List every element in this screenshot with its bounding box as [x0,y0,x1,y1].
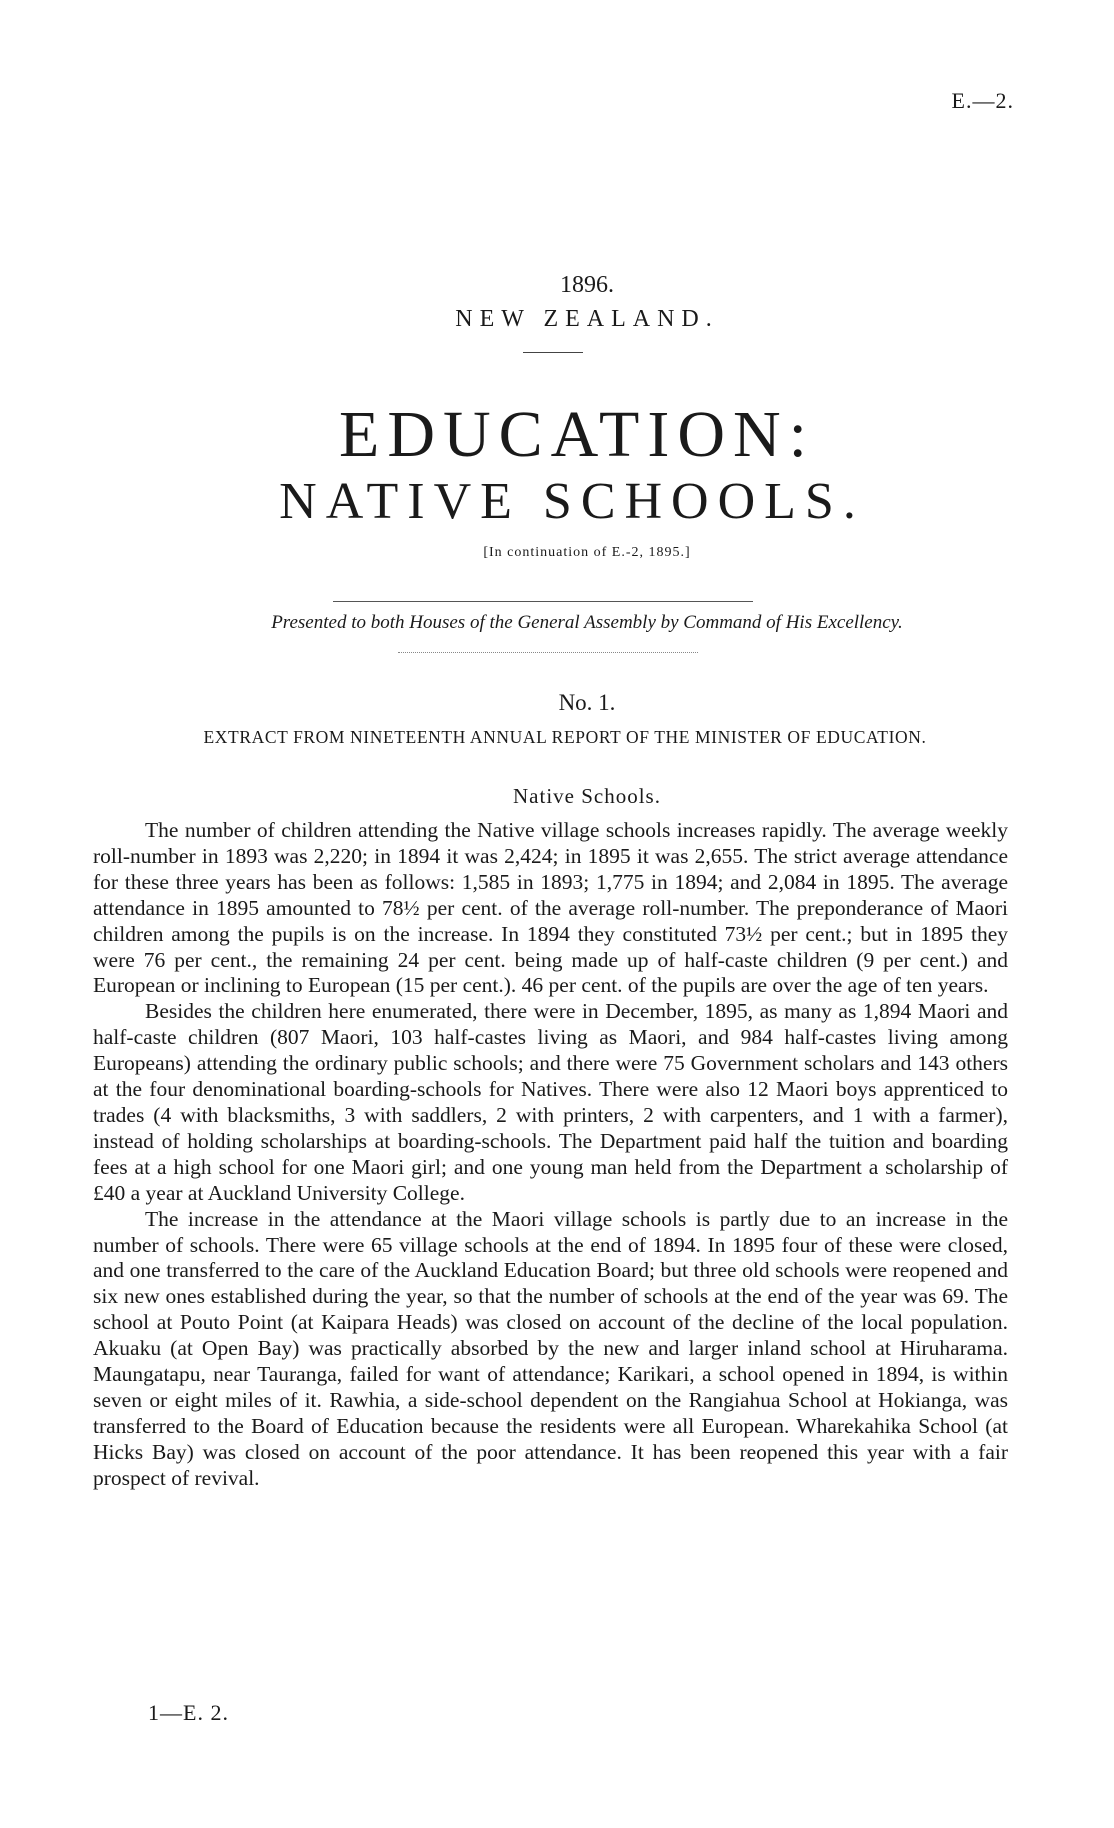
country: NEW ZEALAND. [455,306,719,332]
body-text [93,818,1008,1492]
paragraph: The number of children attending the Native village schools increases rapidly. The average weekly roll-number in 1893 was 2,220; in 1894 it was 2,424; in 1895 it was 2,655. The strict average attendance for these three years has been as follows: 1,585 in 1893; 1,775 in 1894; and 2,084 in 1895. The average attendance in 1895 amounted to 78½ per cent. of the average roll-number. The preponderance of Maori children among the pupils is on the increase. In 1894 they constituted 73½ per cent.; but in 1895 they were 76 per cent., the remaining 24 per cent. being made up of half-caste children (9 per cent.) and European or inclining to European (15 per cent.). 46 per cent. of the pupils are over the age of ten years. [93,818,1008,998]
presented-line: Presented to both Houses of the General Assembly by Command of His Excellency. [271,612,903,633]
paragraph: Besides the children here enumerated, there were in December, 1895, as many as 1,894 Maori and half-caste children (807 Maori, 103 half-castes living as Maori, and 984 half-castes living among Europeans) attending the ordinary public schools; and there were 75 Government scholars and 143 others at the four denominational boarding-schools for Natives. There were also 12 Maori boys apprenticed to trades (4 with blacksmiths, 3 with saddlers, 2 with printers, 2 with carpenters, and 1 with a farmer), instead of holding scholarships at boarding-schools. The Department paid half the tuition and boarding fees at a high school for one Maori girl; and one young man held from the Department a scholarship of £40 a year at Auckland University College. [93,999,1008,1205]
continuation-note: [In continuation of E.-2, 1895.] [483,545,691,560]
section-heading: Native Schools. [513,784,661,808]
document-subtitle: NATIVE SCHOOLS. [279,473,865,530]
page-signature: 1—E. 2. [148,1700,229,1725]
document-title: EDUCATION: [339,398,815,471]
divider-mid [333,601,753,602]
paragraph: The increase in the attendance at the Maori village schools is partly due to an increase in the number of schools. There were 65 village schools at the end of 1894. In 1895 four of these were closed, and one transferred to the care of the Auckland Education Board; but three old schools were reopened and six new ones established during the year, so that the number of schools at the end of the year was 69. The school at Pouto Point (at Kaipara Heads) was closed on account of the decline of the local population. Akuaku (at Open Bay) was practically absorbed by the new and larger inland school at Hiruharama. Maungatapu, near Tauranga, failed for want of attendance; Karikari, a school opened in 1894, is within seven or eight miles of it. Rawhia, a side-school dependent on the Rangiahua School at Hokianga, was transferred to the Board of Education because the residents were all European. Wharekahika School (at Hicks Bay) was closed on account of the poor attendance. It has been reopened this year with a fair prospect of revival. [93,1206,1008,1490]
divider-dotted [398,652,698,653]
document-number: No. 1. [558,690,616,715]
extract-heading: EXTRACT FROM NINETEENTH ANNUAL REPORT OF THE MINISTER OF EDUCATION. [203,727,927,747]
page-code: E.—2. [951,88,1014,113]
divider-short [523,352,583,353]
year: 1896. [560,272,614,298]
